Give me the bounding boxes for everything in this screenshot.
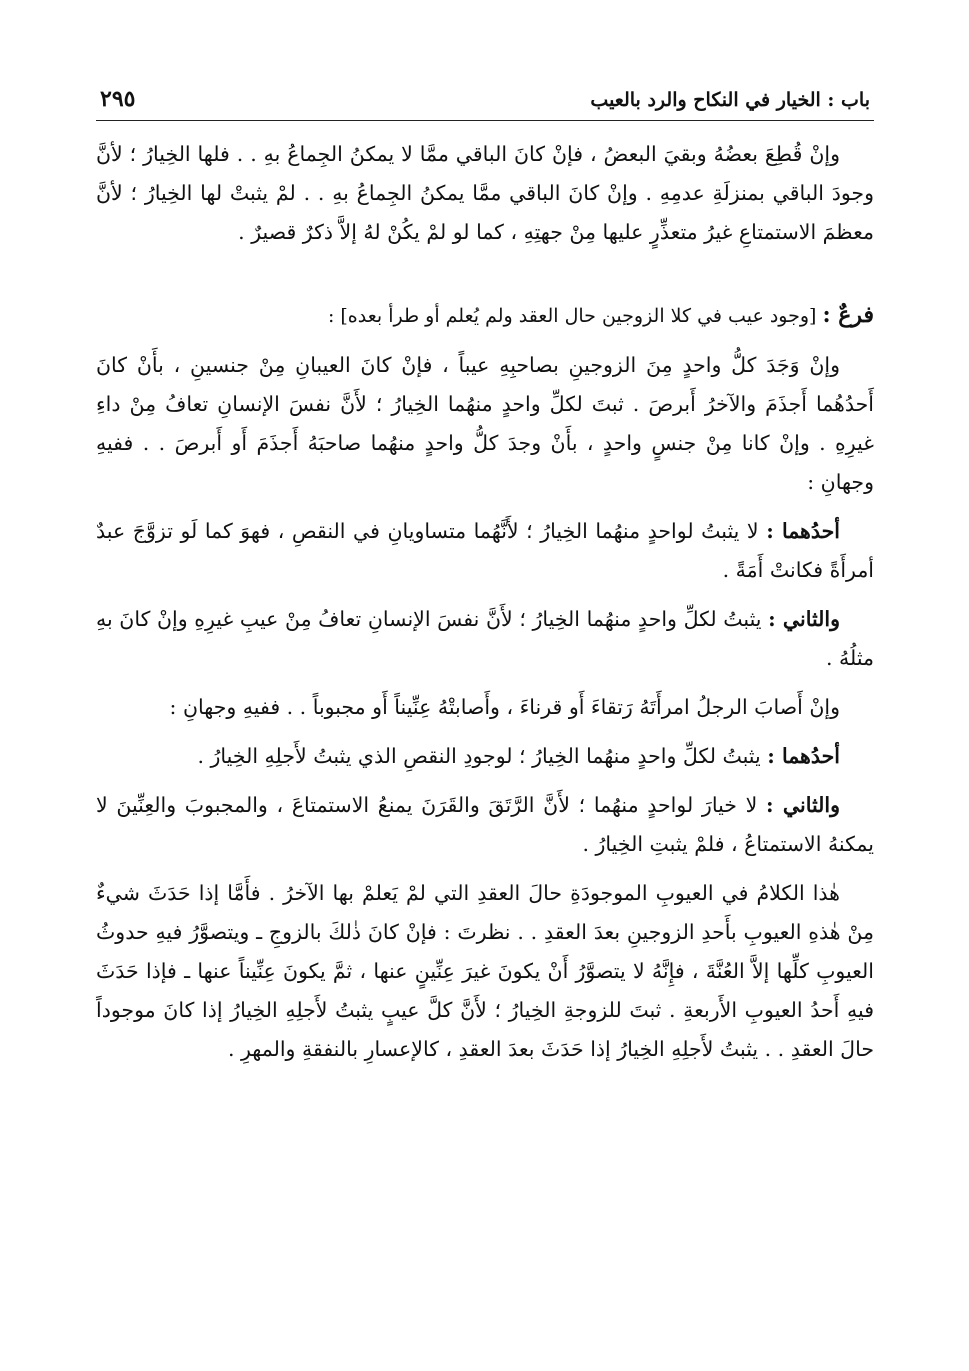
- paragraph-first-view: [96, 737, 874, 776]
- paragraph: وإنْ أَصابَ الرجلُ امرأَتَهُ رَتقاءَ أَو قرناءَ ، وأَصابتْهُ عِنِّيناً أَو مجبوباً . . ففيهِ وجهانِ :: [169, 695, 840, 719]
- second-view-text: يثبتُ لكلِّ واحدٍ منهُما الخِيارُ ؛ لأَنَّ نفسَ الإنسانِ تعافُ مِنْ عيبِ غيرِهِ وإنْ كانَ بهِ مثلُهُ .: [96, 607, 874, 670]
- second-view-text: لا خيارَ لواحدٍ منهُما ؛ لأَنَّ الرَّتَقَ والقَرَنَ يمنعُ الاستمتاعَ ، والمجبوبَ والعِنِّينَ لا يمكنهُ الاستمتاعُ ، فلمْ يثبتِ الخِيارُ .: [96, 793, 874, 856]
- page-body: [96, 135, 874, 1069]
- section-heading: [96, 296, 874, 336]
- first-view-label: أحدُهما :: [766, 519, 840, 543]
- paragraph-second-view: [96, 786, 874, 864]
- running-title: باب : الخيار في النكاح والرد بالعيب: [590, 89, 870, 111]
- section-gap: [96, 252, 874, 296]
- running-header: [96, 86, 874, 114]
- first-view-text: يثبتُ لكلِّ واحدٍ منهُما الخِيارُ ؛ لوجودِ النقصِ الذي يثبتُ لأَجلِهِ الخِيارُ .: [197, 744, 761, 768]
- page: [96, 86, 874, 1069]
- paragraph: هٰذا الكلامُ في العيوبِ الموجودَةِ حالَ العقدِ التي لمْ يَعلمْ بها الآخرُ . فأَمَّا إذا حَدَثَ شيءٌ مِنْ هٰذهِ العيوبِ بأَحدِ الزوجينِ بعدَ العقدِ . . نظرتَ : فإنْ كانَ ذٰلكَ بالزوجِ ـ ويتصوَّرُ فيهِ حدوثُ العيوبِ كلِّها إلاَّ العُنَّةَ ، فإِنَّهُ لا يتصوَّرُ أَنْ يكونَ غيرَ عِنِّينٍ عنها ، ثمَّ يكونَ عِنِّيناً عنها ـ فإذا حَدَثَ فيهِ أَحدُ العيوبِ الأَربعةِ . ثبتَ للزوجةِ الخِيارُ ؛ لأَنَّ كلَّ عيبٍ يثبتُ لأَجلِهِ الخِيارُ إذا كانَ موجوداً حالَ العقدِ . . يثبتُ لأَجلِهِ الخِيارُ إذا حَدَثَ بعدَ العقدِ ، كالإعسارِ بالنفقةِ والمهرِ .: [96, 881, 874, 1061]
- second-view-label: والثاني :: [766, 793, 840, 817]
- paragraph-second-view: [96, 600, 874, 678]
- paragraph: وإنْ قُطِعَ بعضُهُ وبقيَ البعضُ ، فإنْ كانَ الباقي ممَّا لا يمكنُ الجِماعُ بهِ . . فلها الخِيارُ ؛ لأنَّ وجودَ الباقي بمنزلَةِ عدمِهِ . وإنْ كانَ الباقي ممَّا يمكنُ الجِماعُ بهِ . . لمْ يثبتْ لها الخِيارُ ؛ لأنَّ معظمَ الاستمتاعِ غيرُ متعذِّرٍ عليها مِنْ جهتِهِ ، كما لو لمْ يكُنْ لهُ إلاَّ ذكرٌ قصيرٌ .: [96, 142, 874, 244]
- page-number: ٢٩٥: [100, 86, 136, 112]
- second-view-label: والثاني :: [768, 607, 840, 631]
- heading-label: فرعٌ :: [822, 302, 874, 328]
- first-view-text: لا يثبتُ لواحدٍ منهُما الخِيارُ ؛ لأَنَّهُما متساويانِ في النقصِ ، فهوَ كما لَو تزوَّجَ عبدٌ أمرأَةً فكانتْ أَمَةً .: [96, 519, 874, 582]
- first-view-label: أحدُهما :: [767, 744, 840, 768]
- paragraph: وإنْ وَجَدَ كلُّ واحدٍ مِنَ الزوجينِ بصاحبِهِ عيباً ، فإنْ كانَ العيبانِ مِنْ جنسينِ ، بأَنْ كانَ أَحدُهُما أَجذَمَ والآخرُ أَبرصَ . ثبتَ لكلِّ واحدٍ منهُما الخِيارُ ؛ لأَنَّ نفسَ الإنسانِ تعافُ مِنْ داءِ غيرِهِ . وإنْ كانا مِنْ جنسٍ واحدٍ ، بأَنْ وجدَ كلُّ واحدٍ منهُما صاحبَهُ أَجذَمَ أَو أَبرصَ . . ففيهِ وجهانِ :: [96, 353, 874, 494]
- header-rule: [96, 120, 874, 121]
- heading-text: [وجود عيب في كلا الزوجين حال العقد ولم يُعلم أو طرأ بعده] :: [327, 305, 817, 327]
- paragraph-first-view: [96, 512, 874, 590]
